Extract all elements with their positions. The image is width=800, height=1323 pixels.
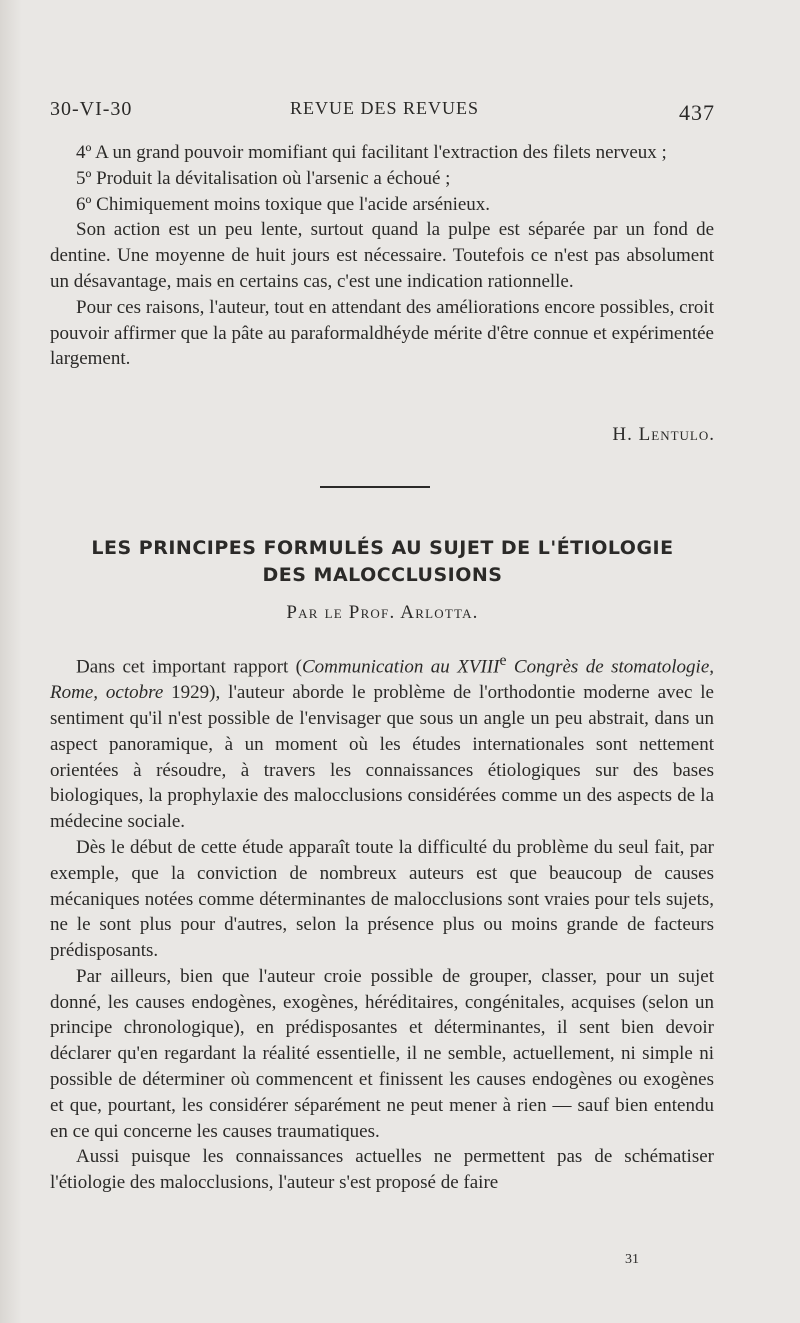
article-title-line-2: DES MALOCCLUSIONS [262, 564, 503, 586]
intro-start: Dans cet important rapport ( [76, 656, 302, 678]
article-body [50, 648, 714, 1196]
list-item-4: 4º A un grand pouvoir momifiant qui facilitant l'extraction des filets nerveux ; [76, 142, 667, 163]
intro-italic-2: Congrès de stomatologie, Rome, octobre [50, 656, 715, 704]
article-byline: Par le Prof. Arlotta. [286, 602, 479, 623]
intro-paragraph [50, 648, 714, 835]
signature-folio: 31 [625, 1252, 639, 1267]
body-paragraph: Pour ces raisons, l'auteur, tout en attendant des améliorations encore possibles, croit pouvoir affirmer que la pâte au paraformaldhéyde mérite d'être connue et expérimentée largement. [50, 296, 714, 370]
body-paragraph: Dès le début de cette étude apparaît toute la difficulté du problème du seul fait, par exemple, que la conviction de nombreux auteurs est que beaucoup de causes mécaniques notées comme déterminantes de malocclusions sont vraies pour tels sujets, ne le sont plus pour d'autres, selon la présence plus ou moins grande de facteurs prédisposants. [50, 836, 714, 962]
body-paragraph: Par ailleurs, bien que l'auteur croie possible de grouper, classer, pour un sujet donné, les causes endogènes, exogènes, héréditaires, congénitales, acquises (selon un principe chronologique), en prédisposantes et déterminantes, il sent bien devoir déclarer qu'en regardant la réalité essentielle, il ne semble, actuellement, ni simple ni possible de déterminer où commencent et finissent les causes endogènes ou exogènes et que, pourtant, les considérer séparément ne peut mener à rien — sauf bien entendu en ce qui concerne les causes traumatiques. [50, 965, 714, 1142]
article-title-line-1: LES PRINCIPES FORMULÉS AU SUJET DE L'ÉTIOLOGIE [91, 537, 674, 559]
intro-superscript: e [499, 652, 507, 669]
list-item-6: 6º Chimiquement moins toxique que l'acide arsénieux. [76, 193, 491, 215]
header-journal-title: REVUE DES REVUES [290, 98, 480, 118]
intro-rest: 1929), l'auteur aborde le problème de l'orthodontie moderne avec le sentiment qu'il n'est possible de l'envisager que sous un angle un peu abstrait, dans un aspect panoramique, à un moment où les études internationales sont nettement orientées à résoudre, à travers les connaissances étiologiques sur des bases biologiques, la prophylaxie des malocclusions considérées comme un des aspects de la médecine sociale. [50, 682, 714, 833]
page-number: 437 [679, 100, 715, 125]
section-divider [320, 486, 430, 488]
body-paragraph: Aussi puisque les connaissances actuelles ne permettent pas de schématiser l'étiologie des malocclusions, l'auteur s'est proposé de faire [50, 1146, 714, 1194]
running-header [50, 98, 715, 128]
list-item-5: 5º Produit la dévitalisation où l'arsenic a échoué ; [76, 167, 451, 189]
author-signature [612, 424, 715, 446]
article-title [50, 535, 715, 589]
header-date: 30-VI-30 [50, 98, 133, 120]
previous-article-end [50, 140, 714, 372]
intro-italic-1: Communication au XVIII [301, 656, 500, 678]
signature-text: H. Lentulo. [612, 424, 715, 445]
body-paragraph: Son action est un peu lente, surtout quand la pulpe est séparée par un fond de dentine. Une moyenne de huit jours est nécessaire. Toutefois ce n'est pas absolument un désavantage, mais en certains cas, c'est une indication rationnelle. [50, 219, 714, 292]
page-gutter-shadow [0, 0, 22, 1323]
